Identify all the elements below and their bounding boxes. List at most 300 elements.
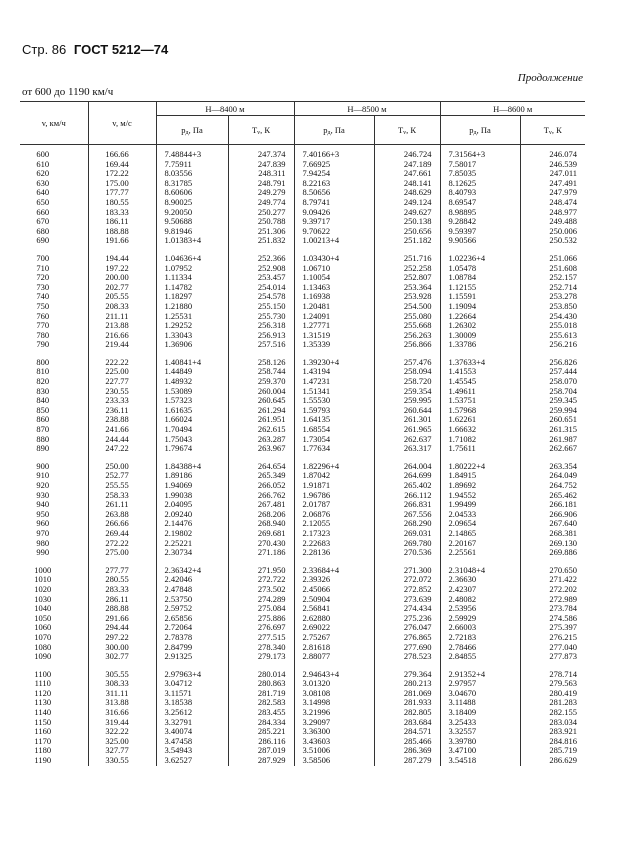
col-header-speed-ms: v, м/с	[88, 102, 156, 145]
cell-pressure: 8.79741	[294, 198, 374, 208]
cell-temperature: 276.865	[374, 633, 440, 643]
cell-pressure: 1.91871	[294, 481, 374, 491]
cell-temperature: 269.130	[520, 539, 585, 549]
cell-pressure: 2.81618	[294, 643, 374, 653]
cell-pressure: 3.39780	[440, 737, 520, 747]
cell-pressure: 1.57323	[156, 396, 228, 406]
cell-pressure: 1.33786	[440, 340, 520, 350]
cell-temperature: 284.571	[374, 727, 440, 737]
cell-pressure: 2.72064	[156, 623, 228, 633]
cell-temperature: 280.014	[228, 670, 294, 680]
cell-pressure: 1.36906	[156, 340, 228, 350]
cell-temperature: 251.066	[520, 254, 585, 264]
cell-temperature: 262.667	[520, 444, 585, 454]
cell-temperature: 267.640	[520, 519, 585, 529]
cell-pressure: 3.04670	[440, 689, 520, 699]
cell-temperature: 250.532	[520, 236, 585, 246]
cell-temperature: 278.340	[228, 643, 294, 653]
cell-speed-ms: 188.88	[88, 227, 156, 237]
cell-temperature: 259.354	[374, 387, 440, 397]
cell-speed-kmh: 900	[36, 460, 50, 471]
cell-pressure: 8.98895	[440, 208, 520, 218]
cell-pressure: 1.53089	[156, 387, 228, 397]
cell-speed-ms: 211.11	[88, 312, 156, 322]
cell-temperature: 247.661	[374, 169, 440, 179]
cell-temperature: 261.987	[520, 435, 585, 445]
cell-temperature: 285.221	[228, 727, 294, 737]
cell-temperature: 247.189	[374, 160, 440, 170]
speed-range: от 600 до 1190 км/ч	[22, 86, 114, 98]
cell-temperature: 249.279	[228, 188, 294, 198]
cell-speed-kmh: 650	[36, 196, 50, 207]
cell-temperature: 261.301	[374, 415, 440, 425]
cell-pressure: 2.19802	[156, 529, 228, 539]
cell-temperature: 266.762	[228, 491, 294, 501]
cell-pressure: 3.11571	[156, 689, 228, 699]
cell-pressure: 2.04533	[440, 510, 520, 520]
cell-pressure: 1.39230+4	[294, 358, 374, 368]
cell-temperature: 260.644	[374, 406, 440, 416]
cell-temperature: 252.714	[520, 283, 585, 293]
cell-pressure: 7.40166+3	[294, 150, 374, 160]
cell-speed-kmh: 820	[36, 376, 50, 387]
cell-speed-kmh: 1010	[34, 574, 52, 585]
cell-temperature: 268.381	[520, 529, 585, 539]
cell-temperature: 254.500	[374, 302, 440, 312]
cell-temperature: 251.832	[228, 236, 294, 246]
cell-pressure: 1.27771	[294, 321, 374, 331]
cell-temperature: 257.444	[520, 367, 585, 377]
cell-temperature: 276.215	[520, 633, 585, 643]
cell-temperature: 248.141	[374, 179, 440, 189]
cell-temperature: 267.556	[374, 510, 440, 520]
cell-pressure: 2.84855	[440, 652, 520, 662]
cell-pressure: 8.12625	[440, 179, 520, 189]
atmosphere-table	[20, 101, 585, 766]
cell-pressure: 3.54518	[440, 756, 520, 766]
cell-temperature: 273.639	[374, 595, 440, 605]
cell-pressure: 1.79674	[156, 444, 228, 454]
cell-speed-ms: 277.77	[88, 566, 156, 576]
cell-temperature: 271.422	[520, 575, 585, 585]
cell-temperature: 260.004	[228, 387, 294, 397]
cell-pressure: 2.42307	[440, 585, 520, 595]
cell-temperature: 272.722	[228, 575, 294, 585]
cell-temperature: 246.724	[374, 150, 440, 160]
cell-temperature: 268.206	[228, 510, 294, 520]
cell-pressure: 1.22664	[440, 312, 520, 322]
cell-speed-ms: 255.55	[88, 481, 156, 491]
cell-speed-kmh: 1110	[34, 678, 51, 689]
col-header-height-1: H—8400 м	[156, 102, 294, 116]
cell-speed-kmh: 630	[36, 177, 50, 188]
cell-pressure: 1.37633+4	[440, 358, 520, 368]
cell-temperature: 281.283	[520, 698, 585, 708]
cell-pressure: 2.25221	[156, 539, 228, 549]
cell-temperature: 279.563	[520, 679, 585, 689]
cell-pressure: 2.84799	[156, 643, 228, 653]
cell-speed-ms: 186.11	[88, 217, 156, 227]
cell-speed-kmh: 1030	[34, 593, 52, 604]
cell-temperature: 249.488	[520, 217, 585, 227]
cell-pressure: 1.13463	[294, 283, 374, 293]
cell-pressure: 1.55530	[294, 396, 374, 406]
cell-temperature: 270.536	[374, 548, 440, 558]
col-header-height-3: H—8600 м	[440, 102, 585, 116]
cell-speed-kmh: 730	[36, 281, 50, 292]
cell-speed-kmh: 620	[36, 168, 50, 179]
cell-pressure: 3.40074	[156, 727, 228, 737]
cell-speed-kmh: 750	[36, 300, 50, 311]
cell-temperature: 251.182	[374, 236, 440, 246]
cell-temperature: 273.784	[520, 604, 585, 614]
cell-pressure: 1.99038	[156, 491, 228, 501]
cell-speed-kmh: 940	[36, 499, 50, 510]
cell-temperature: 265.349	[228, 471, 294, 481]
cell-speed-kmh: 990	[36, 547, 50, 558]
cell-pressure: 7.94254	[294, 169, 374, 179]
cell-pressure: 1.02236+4	[440, 254, 520, 264]
cell-speed-kmh: 770	[36, 320, 50, 331]
cell-speed-ms: 302.77	[88, 652, 156, 662]
table-body	[20, 145, 585, 766]
cell-speed-kmh: 1170	[34, 735, 52, 746]
cell-temperature: 249.627	[374, 208, 440, 218]
cell-speed-ms: 250.00	[88, 462, 156, 472]
cell-pressure: 9.81946	[156, 227, 228, 237]
cell-pressure: 2.17323	[294, 529, 374, 539]
cell-temperature: 272.202	[520, 585, 585, 595]
cell-pressure: 1.64135	[294, 415, 374, 425]
cell-temperature: 269.681	[228, 529, 294, 539]
cell-pressure: 2.39326	[294, 575, 374, 585]
cell-temperature: 249.124	[374, 198, 440, 208]
cell-pressure: 1.24091	[294, 312, 374, 322]
cell-temperature: 263.287	[228, 435, 294, 445]
cell-speed-kmh: 800	[36, 356, 50, 367]
cell-temperature: 259.995	[374, 396, 440, 406]
cell-temperature: 261.294	[228, 406, 294, 416]
cell-pressure: 1.33043	[156, 331, 228, 341]
cell-temperature: 261.965	[374, 425, 440, 435]
cell-speed-ms: 294.44	[88, 623, 156, 633]
cell-pressure: 3.18409	[440, 708, 520, 718]
cell-temperature: 266.906	[520, 510, 585, 520]
col-header-pressure: pд, Па	[156, 116, 228, 145]
cell-temperature: 277.515	[228, 633, 294, 643]
cell-temperature: 250.656	[374, 227, 440, 237]
cell-temperature: 272.852	[374, 585, 440, 595]
cell-temperature: 283.921	[520, 727, 585, 737]
cell-temperature: 277.040	[520, 643, 585, 653]
cell-speed-kmh: 840	[36, 395, 50, 406]
cell-pressure: 1.89692	[440, 481, 520, 491]
cell-pressure: 1.87042	[294, 471, 374, 481]
cell-temperature: 256.318	[228, 321, 294, 331]
cell-temperature: 274.289	[228, 595, 294, 605]
cell-temperature: 272.989	[520, 595, 585, 605]
cell-speed-ms: 269.44	[88, 529, 156, 539]
cell-temperature: 252.157	[520, 273, 585, 283]
cell-pressure: 2.97963+4	[156, 670, 228, 680]
cell-pressure: 1.25531	[156, 312, 228, 322]
cell-speed-ms: 291.66	[88, 614, 156, 624]
cell-speed-kmh: 1080	[34, 641, 52, 652]
cell-speed-ms: 238.88	[88, 415, 156, 425]
cell-pressure: 9.09426	[294, 208, 374, 218]
cell-temperature: 275.236	[374, 614, 440, 624]
cell-temperature: 271.300	[374, 566, 440, 576]
cell-temperature: 248.629	[374, 188, 440, 198]
cell-pressure: 2.56841	[294, 604, 374, 614]
cell-temperature: 254.014	[228, 283, 294, 293]
cell-speed-kmh: 910	[36, 470, 50, 481]
cell-pressure: 8.31785	[156, 179, 228, 189]
cell-pressure: 9.39717	[294, 217, 374, 227]
cell-temperature: 253.364	[374, 283, 440, 293]
cell-temperature: 251.306	[228, 227, 294, 237]
col-header-temperature: Tv, К	[520, 116, 585, 145]
cell-speed-kmh: 920	[36, 480, 50, 490]
cell-pressure: 1.66632	[440, 425, 520, 435]
cell-pressure: 1.71082	[440, 435, 520, 445]
cell-speed-kmh: 760	[36, 310, 50, 321]
cell-pressure: 2.88077	[294, 652, 374, 662]
cell-speed-ms: 272.22	[88, 539, 156, 549]
cell-temperature: 246.539	[520, 160, 585, 170]
cell-temperature: 247.979	[520, 188, 585, 198]
cell-speed-kmh: 810	[36, 366, 50, 377]
cell-temperature: 278.714	[520, 670, 585, 680]
cell-temperature: 266.052	[228, 481, 294, 491]
col-header-speed-kmh: v, км/ч	[20, 102, 88, 145]
cell-pressure: 2.14865	[440, 529, 520, 539]
cell-temperature: 286.629	[520, 756, 585, 766]
cell-temperature: 250.277	[228, 208, 294, 218]
cell-temperature: 280.213	[374, 679, 440, 689]
cell-pressure: 3.18538	[156, 698, 228, 708]
cell-temperature: 253.457	[228, 273, 294, 283]
cell-pressure: 1.40841+4	[156, 358, 228, 368]
cell-pressure: 3.62527	[156, 756, 228, 766]
cell-speed-kmh: 720	[36, 272, 50, 283]
cell-speed-kmh: 960	[36, 518, 50, 529]
cell-pressure: 7.66925	[294, 160, 374, 170]
cell-temperature: 251.608	[520, 264, 585, 274]
table-row	[20, 652, 585, 662]
cell-pressure: 1.53751	[440, 396, 520, 406]
cell-temperature: 275.397	[520, 623, 585, 633]
cell-temperature: 285.719	[520, 746, 585, 756]
cell-temperature: 255.668	[374, 321, 440, 331]
cell-speed-kmh: 1100	[34, 668, 52, 679]
cell-pressure: 2.14476	[156, 519, 228, 529]
cell-pressure: 1.94552	[440, 491, 520, 501]
cell-temperature: 285.466	[374, 737, 440, 747]
cell-pressure: 2.04095	[156, 500, 228, 510]
cell-speed-ms: 308.33	[88, 679, 156, 689]
cell-temperature: 279.364	[374, 670, 440, 680]
cell-temperature: 274.586	[520, 614, 585, 624]
cell-pressure: 1.75611	[440, 444, 520, 454]
cell-speed-ms: 261.11	[88, 500, 156, 510]
cell-speed-kmh: 950	[36, 508, 50, 519]
cell-temperature: 275.886	[228, 614, 294, 624]
cell-speed-ms: 191.66	[88, 236, 156, 246]
cell-temperature: 287.019	[228, 746, 294, 756]
cell-temperature: 273.502	[228, 585, 294, 595]
cell-speed-ms: 169.44	[88, 160, 156, 170]
cell-pressure: 2.94643+4	[294, 670, 374, 680]
cell-temperature: 253.850	[520, 302, 585, 312]
cell-pressure: 2.75267	[294, 633, 374, 643]
cell-pressure: 1.31519	[294, 331, 374, 341]
cell-speed-ms: 286.11	[88, 595, 156, 605]
table-row	[20, 548, 585, 558]
cell-pressure: 1.73054	[294, 435, 374, 445]
cell-temperature: 265.402	[374, 481, 440, 491]
cell-pressure: 1.10054	[294, 273, 374, 283]
cell-pressure: 8.22163	[294, 179, 374, 189]
cell-pressure: 1.80222+4	[440, 462, 520, 472]
cell-speed-kmh: 780	[36, 329, 50, 340]
cell-pressure: 2.69022	[294, 623, 374, 633]
cell-temperature: 282.583	[228, 698, 294, 708]
cell-temperature: 277.873	[520, 652, 585, 662]
cell-pressure: 9.59397	[440, 227, 520, 237]
cell-speed-kmh: 740	[36, 291, 50, 302]
cell-pressure: 1.89186	[156, 471, 228, 481]
cell-temperature: 250.138	[374, 217, 440, 227]
cell-temperature: 270.430	[228, 539, 294, 549]
cell-speed-ms: 200.00	[88, 273, 156, 283]
col-header-pressure: pд, Па	[440, 116, 520, 145]
cell-pressure: 1.75043	[156, 435, 228, 445]
cell-pressure: 3.51006	[294, 746, 374, 756]
cell-pressure: 1.14782	[156, 283, 228, 293]
cell-pressure: 7.31564+3	[440, 150, 520, 160]
cell-pressure: 8.69547	[440, 198, 520, 208]
cell-temperature: 258.744	[228, 367, 294, 377]
cell-pressure: 1.41553	[440, 367, 520, 377]
cell-speed-kmh: 640	[36, 187, 50, 198]
cell-speed-kmh: 660	[36, 206, 50, 217]
cell-temperature: 264.004	[374, 462, 440, 472]
cell-pressure: 3.21996	[294, 708, 374, 718]
cell-temperature: 286.116	[228, 737, 294, 747]
cell-temperature: 262.637	[374, 435, 440, 445]
cell-pressure: 2.36342+4	[156, 566, 228, 576]
cell-temperature: 252.366	[228, 254, 294, 264]
cell-temperature: 251.716	[374, 254, 440, 264]
cell-temperature: 252.908	[228, 264, 294, 274]
cell-pressure: 1.07952	[156, 264, 228, 274]
cell-temperature: 256.866	[374, 340, 440, 350]
cell-pressure: 1.26302	[440, 321, 520, 331]
cell-pressure: 9.50688	[156, 217, 228, 227]
cell-speed-ms: 283.33	[88, 585, 156, 595]
cell-temperature: 246.074	[520, 150, 585, 160]
cell-temperature: 255.080	[374, 312, 440, 322]
cell-speed-ms: 230.55	[88, 387, 156, 397]
cell-temperature: 274.434	[374, 604, 440, 614]
cell-pressure: 1.03430+4	[294, 254, 374, 264]
cell-pressure: 3.04712	[156, 679, 228, 689]
cell-pressure: 1.96786	[294, 491, 374, 501]
cell-temperature: 257.476	[374, 358, 440, 368]
cell-speed-kmh: 880	[36, 433, 50, 444]
cell-pressure: 2.12055	[294, 519, 374, 529]
cell-speed-kmh: 1050	[34, 612, 52, 623]
cell-speed-kmh: 690	[36, 235, 50, 246]
cell-temperature: 255.150	[228, 302, 294, 312]
cell-pressure: 2.50904	[294, 595, 374, 605]
cell-temperature: 271.186	[228, 548, 294, 558]
cell-temperature: 263.317	[374, 444, 440, 454]
cell-temperature: 276.697	[228, 623, 294, 633]
cell-temperature: 269.780	[374, 539, 440, 549]
cell-speed-ms: 202.77	[88, 283, 156, 293]
cell-pressure: 2.28136	[294, 548, 374, 558]
cell-temperature: 270.650	[520, 566, 585, 576]
cell-speed-kmh: 930	[36, 489, 50, 500]
cell-pressure: 2.97957	[440, 679, 520, 689]
cell-pressure: 2.59752	[156, 604, 228, 614]
cell-pressure: 1.20481	[294, 302, 374, 312]
cell-pressure: 3.14998	[294, 698, 374, 708]
cell-pressure: 1.61635	[156, 406, 228, 416]
cell-temperature: 254.430	[520, 312, 585, 322]
cell-temperature: 284.816	[520, 737, 585, 747]
cell-temperature: 266.112	[374, 491, 440, 501]
table-row	[20, 236, 585, 246]
col-header-pressure: pд, Па	[294, 116, 374, 145]
cell-pressure: 3.43603	[294, 737, 374, 747]
cell-temperature: 256.263	[374, 331, 440, 341]
cell-temperature: 277.690	[374, 643, 440, 653]
cell-speed-kmh: 680	[36, 225, 50, 236]
cell-pressure: 2.45066	[294, 585, 374, 595]
cell-speed-ms: 180.55	[88, 198, 156, 208]
cell-temperature: 256.826	[520, 358, 585, 368]
cell-pressure: 1.30009	[440, 331, 520, 341]
cell-speed-kmh: 1070	[34, 631, 52, 642]
cell-speed-ms: 319.44	[88, 718, 156, 728]
cell-pressure: 1.49611	[440, 387, 520, 397]
cell-temperature: 256.216	[520, 340, 585, 350]
cell-temperature: 278.523	[374, 652, 440, 662]
cell-pressure: 1.44849	[156, 367, 228, 377]
cell-temperature: 283.034	[520, 718, 585, 728]
cell-speed-ms: 177.77	[88, 188, 156, 198]
cell-pressure: 3.32791	[156, 718, 228, 728]
cell-temperature: 269.886	[520, 548, 585, 558]
cell-speed-kmh: 1020	[34, 583, 52, 594]
cell-temperature: 252.258	[374, 264, 440, 274]
cell-temperature: 258.720	[374, 377, 440, 387]
cell-pressure: 2.42046	[156, 575, 228, 585]
cell-speed-kmh: 610	[36, 158, 50, 169]
cell-temperature: 280.419	[520, 689, 585, 699]
cell-pressure: 1.84915	[440, 471, 520, 481]
cell-temperature: 258.704	[520, 387, 585, 397]
cell-temperature: 281.933	[374, 698, 440, 708]
cell-temperature: 271.950	[228, 566, 294, 576]
cell-pressure: 2.59929	[440, 614, 520, 624]
cell-speed-kmh: 1180	[34, 745, 52, 756]
cell-speed-ms: 219.44	[88, 340, 156, 350]
standard-code: ГОСТ 5212—74	[73, 42, 169, 57]
